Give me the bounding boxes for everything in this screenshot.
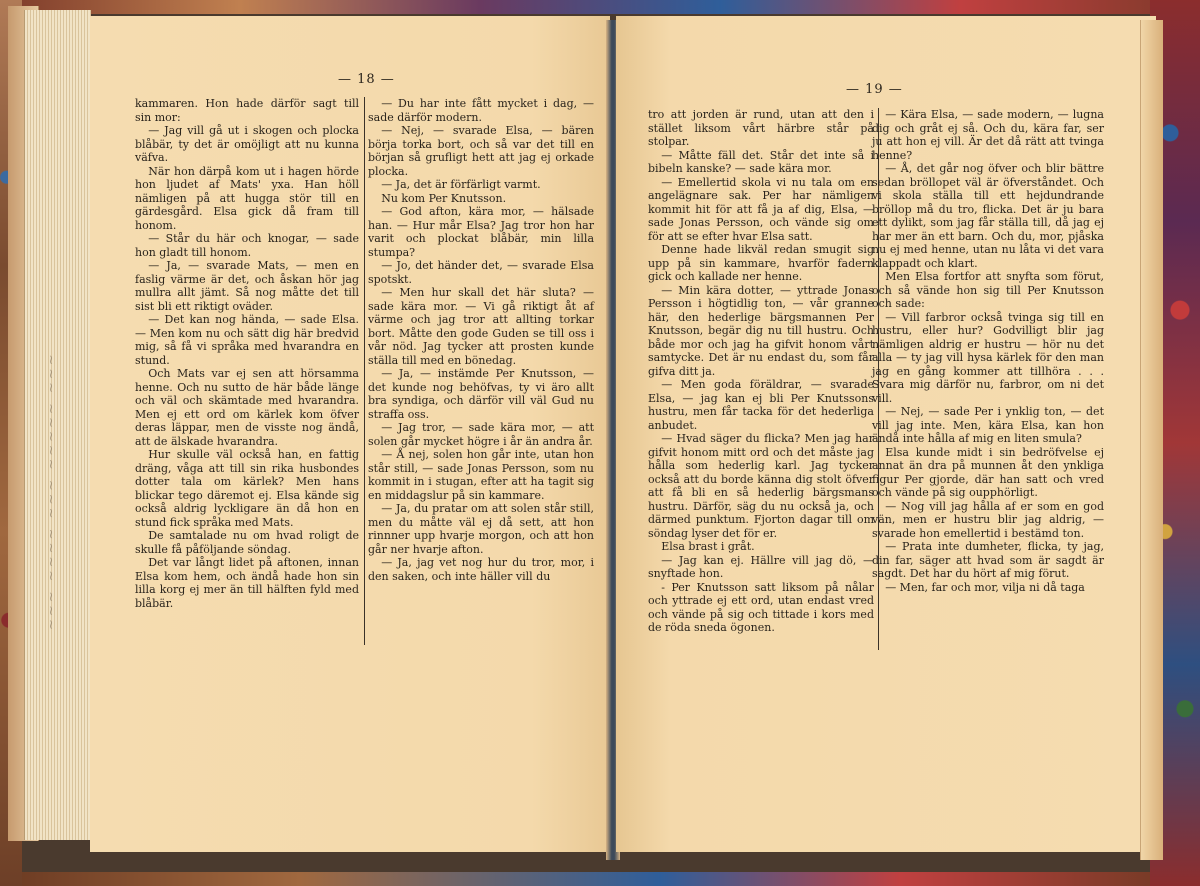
left-page-column-2 <box>368 97 594 583</box>
paragraph: — Står du här och knogar, — sade hon gladt till honom. <box>135 232 359 259</box>
paragraph: Elsa kunde midt i sin bedröfvelse ej annat än dra på munnen åt den ynkliga figur Per gjorde, där han satt och vred och vände på sig oupphörligt. <box>872 445 1104 499</box>
paragraph: Nu kom Per Knutsson. <box>381 191 507 205</box>
paragraph: tro att jorden är rund, utan att den i stället liksom vårt härbre står på stolpar. <box>648 108 874 148</box>
paragraph: — Min kära dotter, — yttrade Jonas Persson i högtidlig ton, — vår granne här, den hederlige bärgsmannen Per Knutsson, begär dig nu till hustru. Och både mor och jag ha gifvit honom vårt samtycke. Det är nu endast du, som får gifva ditt ja. <box>648 283 874 378</box>
paragraph: — Jag tror, — sade kära mor, — att solen går mycket högre i år än andra år. <box>368 421 594 448</box>
paragraph: — Måtte fäll det. Står det inte så i bibeln kanske? — sade kära mor. <box>648 148 874 175</box>
paragraph: — Ja, du pratar om att solen står still, men du måtte väl ej då sett, att hon rinnner upp hvarje morgon, och att hon går ner hvarje afton. <box>368 502 594 556</box>
cover-board-right <box>1140 20 1163 860</box>
paragraph: — Jo, det händer det, — svarade Elsa spotskt. <box>368 259 594 286</box>
paragraph: — Emellertid skola vi nu tala om en angelägnare sak. Per har nämligen kommit hit för att få ja af dig, Elsa, — sade Jonas Persson, och vände sig om för att se efter hvar Elsa satt. <box>648 175 874 243</box>
marbled-edge-bottom <box>0 872 1200 886</box>
paragraph: — God afton, kära mor, — hälsade han. — Hur mår Elsa? Jag tror hon har varit och plockat blåbär, min lilla stumpa? <box>368 205 594 259</box>
paragraph: — Vill farbror också tvinga sig till en hustru, eller hur? Godvilligt blir jag nämligen aldrig er hustru — hör nu det alla — ty jag vill hysa kärlek för den man jag en gång kommer att tillhöra . . . Svara mig därför nu, farbror, om ni det vill. <box>872 310 1104 405</box>
paragraph: Och Mats var ej sen att hörsamma henne. Och nu sutto de här både länge och väl och skämtade med hvarandra. Men ej ett ord om kärlek kom öfver deras läppar, men de visste nog ändå, att de älskade hvarandra. <box>135 367 359 448</box>
paragraph: — Men hur skall det här sluta? — sade kära mor. — Vi gå riktigt åt af värme och jag tror att allting torkar bort. Måtte den gode Guden se till oss i vår nöd. Jag tycker att prosten kunde ställa till med en bönedag. <box>368 286 594 367</box>
left-page-column-1 <box>135 97 359 610</box>
paragraph: — Jag kan ej. Hällre vill jag dö, — snyftade hon. <box>648 553 874 580</box>
paragraph: — Nej, — sade Per i ynklig ton, — det vill jag inte. Men, kära Elsa, kan hon ändå inte hålla af mig en liten smula? <box>872 405 1104 445</box>
paragraph: Elsa brast i gråt. <box>661 540 755 553</box>
page-number-right: — 19 — <box>846 82 903 97</box>
paragraph: — Det kan nog hända, — sade Elsa. — Men kom nu och sätt dig här bredvid mig, så få vi språka med hvarandra en stund. <box>135 313 359 367</box>
paragraph: — Jag vill gå ut i skogen och plocka blåbär, ty det är omöjligt att nu kunna väfva. <box>135 124 359 164</box>
right-page-column-2 <box>872 108 1104 594</box>
paragraph: Hur skulle väl också han, en fattig dräng, våga att till sin rika husbondes dotter tala om kärlek? Men hans blickar tego däremot ej. Elsa kände sig också aldrig lyckligare än då hon en stund fick språka med Mats. <box>135 448 359 529</box>
paragraph: — Ja, jag vet nog hur du tror, mor, i den saken, och inte häller vill du <box>368 556 594 583</box>
paragraph: — Å, det går nog öfver och blir bättre sedan bröllopet väl är öfverståndet. Och vi skola ställa till ett hejdundrande bröllop må du tro, flicka. Det är ju bara ett dylikt, som jag får ställa till, då jag ej har mer än ett barn. Och du, mor, pjåska nu ej med henne, utan nu låta vi det vara klappadt och klart. <box>872 162 1104 270</box>
faded-margin-handwriting: ~~~ ~~~~ ~~~ ~~~~~ ~~~ <box>44 351 59 630</box>
paragraph: — Nej, — svarade Elsa, — bären börja torka bort, och så var det till en början så grufligt hett att jag ej orkade plocka. <box>368 124 594 178</box>
paragraph: — Men, far och mor, vilja ni då taga <box>885 580 1085 594</box>
paragraph: — Du har inte fått mycket i dag, — sade därför modern. <box>368 97 594 124</box>
paragraph: — Hvad säger du flicka? Men jag har gifvit honom mitt ord och det måste jag hålla som hederlig karl. Jag tycker också att du borde känna dig stolt öfver att få bli en så hederlig bärgsmans hustru. Därför, säg du nu också ja, och därmed punktum. Fjorton dagar till om söndag lyser det för er. <box>648 432 874 540</box>
paragraph: - Per Knutsson satt liksom på nålar och yttrade ej ett ord, utan endast vred och vände på sig och tittade i kors med de röda sneda ögonen. <box>648 580 874 634</box>
paragraph: De samtalade nu om hvad roligt de skulle få påföljande söndag. <box>135 529 359 556</box>
paragraph: Men Elsa fortfor att snyfta som förut, och så vände hon sig till Per Knutsson och sade: <box>872 270 1104 310</box>
left-column-rule <box>364 97 365 645</box>
paragraph: — Kära Elsa, — sade modern, — lugna dig och gråt ej så. Och du, kära far, ser ju att hon ej vill. Är det då rätt att tvinga henne? <box>872 108 1104 162</box>
paragraph: — Ja, — instämde Per Knutsson, — det kunde nog behöfvas, ty vi äro allt bra syndiga, och därför vill väl Gud nu straffa oss. <box>368 367 594 421</box>
marbled-edge-top <box>0 0 1200 14</box>
paragraph: — Prata inte dumheter, flicka, ty jag, din far, säger att hvad som är sagdt är sagdt. Det har du hört af mig förut. <box>872 540 1104 580</box>
paragraph: — Ja, det är förfärligt varmt. <box>381 178 541 191</box>
paragraph: När hon därpå kom ut i hagen hörde hon ljudet af Mats' yxa. Han höll nämligen på att hugga stör till en gärdesgård. Elsa gick då fram till honom. <box>135 164 359 232</box>
paragraph: — Nog vill jag hålla af er som en god vän, men er hustru blir jag aldrig, — svarade hon emellertid i bestämd ton. <box>872 499 1104 540</box>
paragraph: — Å nej, solen hon går inte, utan hon står still, — sade Jonas Persson, som nu kommit in i stugan, efter att ha tagit sig en middagslur på sin kammare. <box>368 448 594 502</box>
paragraph: Det var långt lidet på aftonen, innan Elsa kom hem, och ändå hade hon sin lilla korg ej mer än till hälften fyld med blåbär. <box>135 556 359 610</box>
page-number-left: — 18 — <box>338 72 395 87</box>
paragraph: — Ja, — svarade Mats, — men en faslig värme är det, och åskan hör jag mullra allt jämt. Så nog måtte det till sist bli ett riktigt oväder. <box>135 259 359 313</box>
right-page-column-1 <box>648 108 874 635</box>
paragraph: Denne hade likväl redan smugit sig upp på sin kammare, hvarför fadern gick och kallade ner henne. <box>648 243 874 283</box>
paragraph: — Men goda föräldrar, — svarade Elsa, — jag kan ej bli Per Knutssons hustru, men får tacka för det hederliga anbudet. <box>648 378 874 432</box>
paragraph: kammaren. Hon hade därför sagt till sin mor: <box>135 97 359 124</box>
